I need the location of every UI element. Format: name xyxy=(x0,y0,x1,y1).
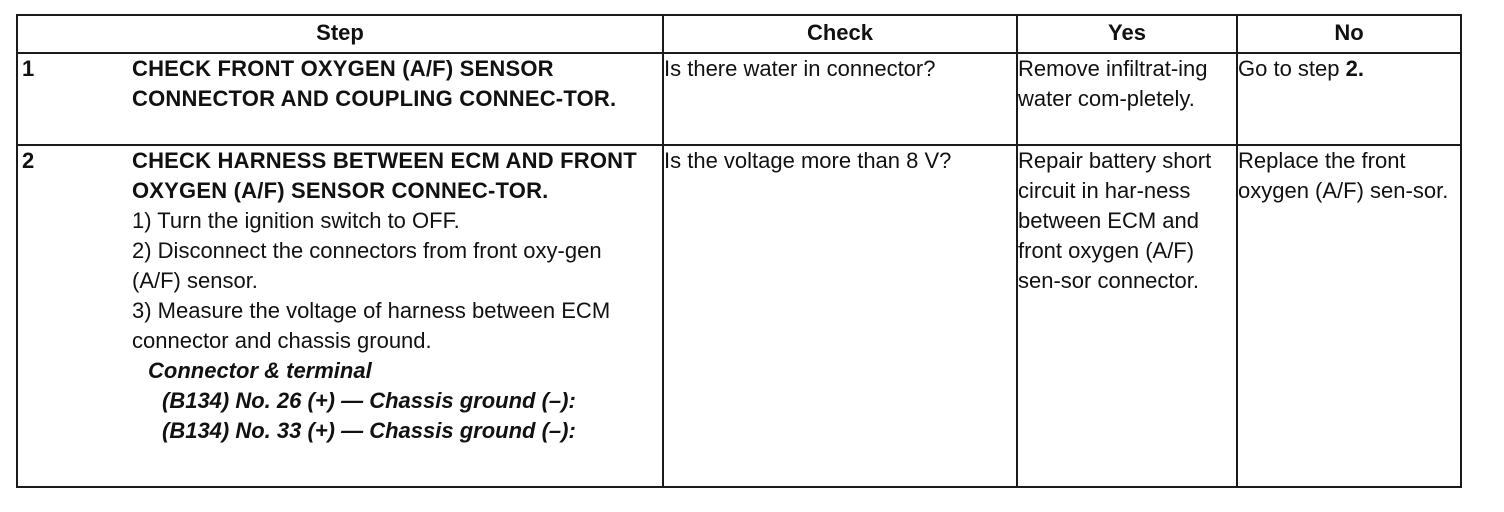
step-number: 1 xyxy=(22,56,35,81)
no-cell: Replace the front oxygen (A/F) sen-sor. xyxy=(1237,145,1461,487)
diagnostic-table xyxy=(16,14,1462,488)
instruction-1: 1) Turn the ignition switch to OFF. xyxy=(132,208,460,233)
header-check: Check xyxy=(663,15,1017,53)
header-no: No xyxy=(1237,15,1461,53)
table-header-row xyxy=(17,15,1461,53)
table-row xyxy=(17,53,1461,145)
no-text: Go to step xyxy=(1238,56,1346,81)
instruction-2: 2) Disconnect the connectors from front oxy-gen (A/F) sensor. xyxy=(132,238,602,293)
step-reference: 2. xyxy=(1345,56,1364,81)
table-row xyxy=(17,145,1461,487)
check-cell: Is there water in connector? xyxy=(663,53,1017,145)
step-cell xyxy=(17,53,663,145)
terminal-spec: (B134) No. 33 (+) — Chassis ground (–): xyxy=(162,418,576,443)
step-title: CHECK FRONT OXYGEN (A/F) SENSOR CONNECTOR AND COUPLING CONNEC-TOR. xyxy=(132,56,617,111)
terminal-heading: Connector & terminal xyxy=(148,358,372,383)
yes-cell: Repair battery short circuit in har-ness between ECM and front oxygen (A/F) sen-sor connector. xyxy=(1017,145,1237,487)
instruction-3: 3) Measure the voltage of harness between ECM connector and chassis ground. xyxy=(132,298,611,353)
header-yes: Yes xyxy=(1017,15,1237,53)
header-step: Step xyxy=(17,15,663,53)
yes-cell: Remove infiltrat-ing water com-pletely. xyxy=(1017,53,1237,145)
step-number: 2 xyxy=(22,148,35,173)
check-cell: Is the voltage more than 8 V? xyxy=(663,145,1017,487)
no-cell xyxy=(1237,53,1461,145)
terminal-spec: (B134) No. 26 (+) — Chassis ground (–): xyxy=(162,388,576,413)
step-cell xyxy=(17,145,663,487)
step-title: CHECK HARNESS BETWEEN ECM AND FRONT OXYGEN (A/F) SENSOR CONNEC-TOR. xyxy=(132,148,637,203)
